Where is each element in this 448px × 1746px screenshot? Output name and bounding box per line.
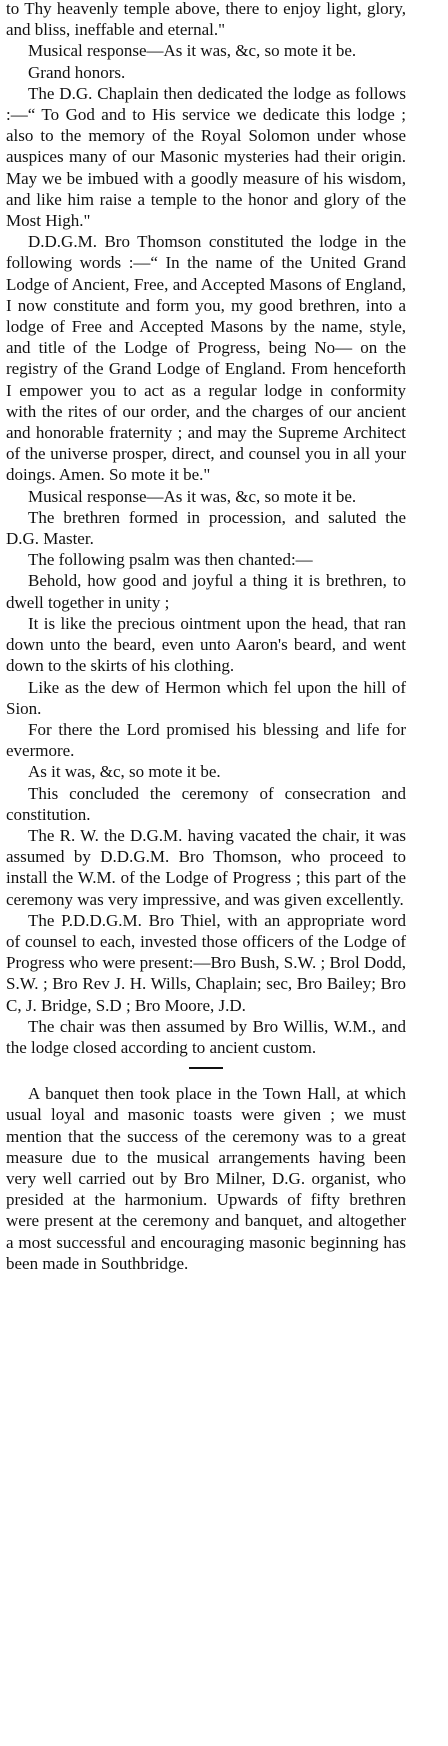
psalm-verse: For there the Lord promised his blessing and life for evermore. xyxy=(6,719,406,761)
article-paragraph: Grand honors. xyxy=(28,62,126,82)
psalm-verse: Behold, how good and joyful a thing it is brethren, to dwell together in unity ; xyxy=(6,571,406,612)
article-paragraph: The D.G. Chaplain then dedicated the lodge as follows :—“ To God and to His service we dedicate this lodge ; also to the memory of the Royal Solomon under whose auspices many of our Masonic mysteries had their origin. May we be imbued with a goodly measure of his wisdom, and like him raise a temple to the honor and glory of the Most High." xyxy=(6,83,406,231)
psalm-verse: As it was, &c, so mote it be. xyxy=(28,762,221,782)
article-paragraph: Musical response—As it was, &c, so mote it be. xyxy=(28,486,357,506)
article-paragraph: The brethren formed in procession, and saluted the D.G. Master. xyxy=(6,507,406,549)
psalm-verse: Like as the dew of Hermon which fel upon the hill of Sion. xyxy=(6,677,406,718)
article-paragraph: The following psalm was then chanted:— xyxy=(28,550,313,570)
psalm-verse: It is like the precious ointment upon the head, that ran down unto the beard, even unto Aaron's beard, and went down to the skirts of his clothing. xyxy=(6,613,406,676)
article-paragraph: This concluded the ceremony of consecration and constitution. xyxy=(6,783,406,824)
article-paragraph: The R. W. the D.G.M. having vacated the chair, it was assumed by D.D.G.M. Bro Thomson, who proceed to install the W.M. of the Lodge of Progress ; this part of the ceremony was very impressive, and was given excellently. xyxy=(6,825,406,909)
section-divider xyxy=(189,1067,223,1069)
article-paragraph: Musical response—As it was, &c, so mote it be. xyxy=(28,41,357,61)
article-paragraph: to Thy heavenly temple above, there to enjoy light, glory, and bliss, ineffable and eternal." xyxy=(6,0,406,40)
article-paragraph: D.D.G.M. Bro Thomson constituted the lodge in the following words :—“ In the name of the United Grand Lodge of Ancient, Free, and Accepted Masons of England, I now constitute and form you, my good brethren, into a lodge of Free and Accepted Masons by the name, style, and title of the Lodge of Progress, being No— on the registry of the Grand Lodge of England. From henceforth I empower you to act as a regular lodge in conformity with the rites of our order, and the charges of our ancient and honorable fraternity ; and may the Supreme Architect of the universe prosper, direct, and counsel you in all your doings. Amen. So mote it be." xyxy=(6,232,406,485)
newspaper-column xyxy=(6,0,406,1274)
article-paragraph: A banquet then took place in the Town Hall, at which usual loyal and masonic toasts were given ; we must mention that the success of the ceremony was to a great measure due to the musical arrangements having been very well carried out by Bro Milner, D.G. organist, who presided at the harmonium. Upwards of fifty brethren were present at the ceremony and banquet, and altogether a most successful and encouraging masonic beginning has been made in Southbridge. xyxy=(6,1084,406,1273)
article-paragraph: The P.D.D.G.M. Bro Thiel, with an appropriate word of counsel to each, invested those officers of the Lodge of Progress who were present:—Bro Bush, S.W. ; Brol Dodd, S.W. ; Bro Rev J. H. Wills, Chaplain; sec, Bro Bailey; Bro C, J. Bridge, S.D ; Bro Moore, J.D. xyxy=(6,910,406,1015)
article-paragraph: The chair was then assumed by Bro Willis, W.M., and the lodge closed according to ancient custom. xyxy=(6,1016,406,1057)
